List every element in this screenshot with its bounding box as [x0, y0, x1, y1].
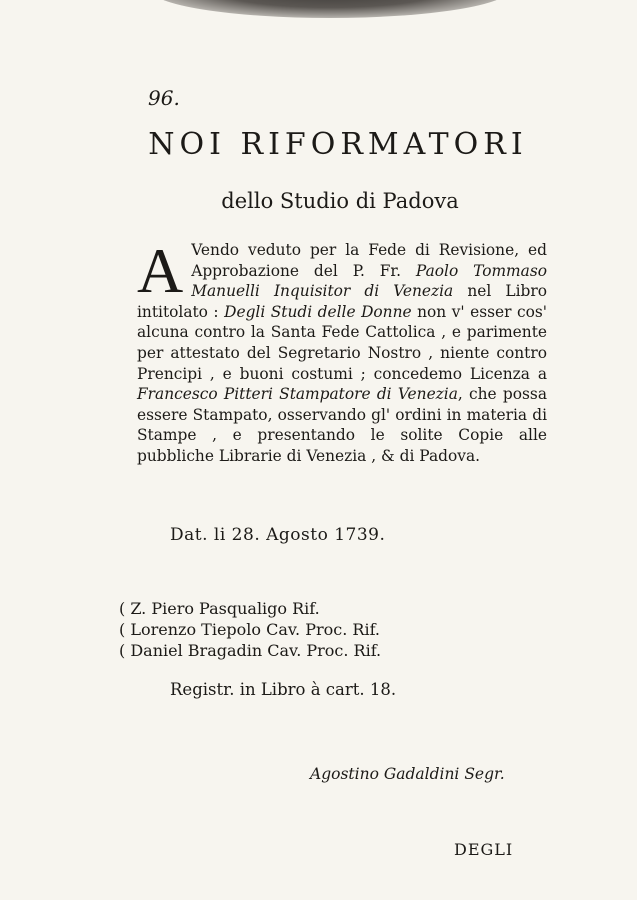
- paragraph-text: non v' esser cos' alcuna contro la Santa Fede Cattolica , e parimente per attestato del Segretario Nostro , niente contro Prencipi , e buoni costumi ; concedemo Licenza a: [137, 302, 547, 383]
- license-paragraph: [137, 235, 547, 467]
- page-number: 96.: [148, 86, 180, 110]
- license-date: Dat. li 28. Agosto 1739.: [170, 525, 386, 545]
- paragraph-text: Vendo veduto per la Fede di Revisione, ed Approbazione del P. Fr.: [191, 241, 547, 280]
- signatory-line: ( Daniel Bragadin Cav. Proc. Rif.: [119, 641, 382, 660]
- secretary-signature: Agostino Gadaldini Segr.: [310, 765, 505, 783]
- author-name: Paolo Tommaso Manuelli Inquisitor di Venezia: [191, 261, 547, 301]
- printer-name: Francesco Pitteri Stampatore di Venezia: [137, 385, 458, 404]
- book-title: Degli Studi delle Donne: [224, 302, 412, 321]
- paragraph-text: , che possa essere Stampato, osservando gl' ordini in materia di Stampe , e presentando le solite Copie alle pubbliche Librarie di Venezia , & di Padova.: [137, 385, 547, 465]
- registration-note: Registr. in Libro à cart. 18.: [170, 680, 397, 699]
- signatory-line: ( Z. Piero Pasqualigo Rif.: [119, 599, 320, 618]
- signatory-list: [119, 598, 381, 661]
- page-title: NOI RIFORMATORI: [148, 127, 528, 162]
- paragraph-text: nel Libro intitolato :: [137, 282, 547, 321]
- catchword: DEGLI: [454, 840, 514, 859]
- binding-shadow: [150, 0, 510, 18]
- drop-cap: A: [137, 235, 184, 306]
- signatory-line: ( Lorenzo Tiepolo Cav. Proc. Rif.: [119, 620, 380, 639]
- page-subtitle: dello Studio di Padova: [221, 189, 459, 213]
